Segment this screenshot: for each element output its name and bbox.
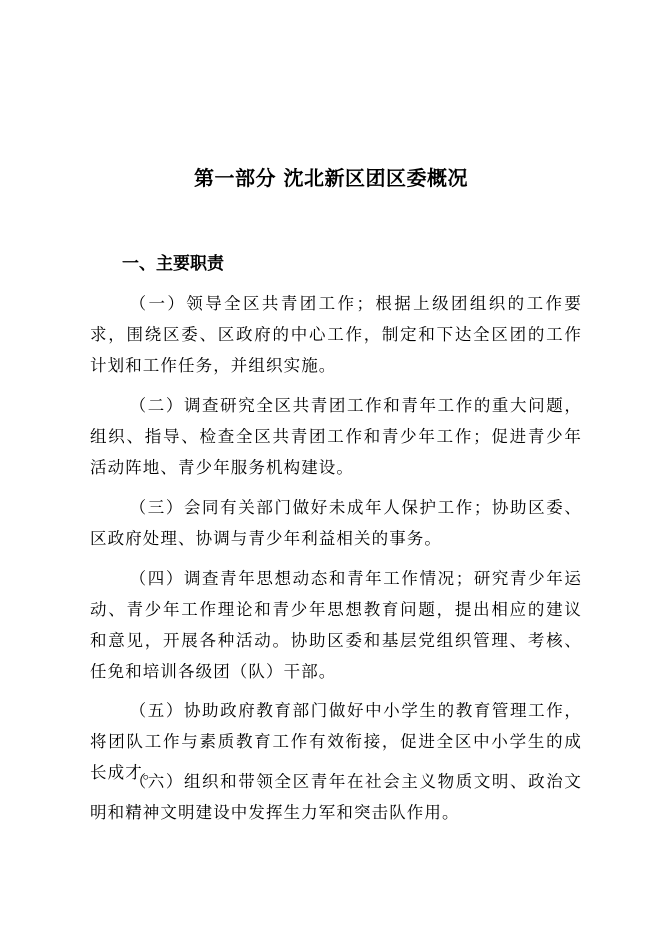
paragraph-duty-4: （四）调查青年思想动态和青年工作情况；研究青少年运动、青少年工作理论和青少年思想教育问题，提出相应的建议和意见，开展各种活动。协助区委和基层党组织管理、考核、任免和培训各级团（队）干部。 xyxy=(90,569,582,681)
paragraph-duty-3: （三）会同有关部门做好未成年人保护工作；协助区委、区政府处理、协调与青少年利益相关的事务。 xyxy=(90,498,582,548)
paragraph-duty-1: （一）领导全区共青团工作；根据上级团组织的工作要求，围绕区委、区政府的中心工作，制定和下达全区团的工作计划和工作任务，并组织实施。 xyxy=(90,294,582,375)
paragraph-duty-6: （六）组织和带领全区青年在社会主义物质文明、政治文明和精神文明建设中发挥生力军和突击队作用。 xyxy=(90,772,582,822)
paragraph-duty-2: （二）调查研究全区共青团工作和青年工作的重大问题，组织、指导、检查全区共青团工作和青少年工作；促进青少年活动阵地、青少年服务机构建设。 xyxy=(90,396,582,477)
paragraph-duty-5: （五）协助政府教育部门做好中小学生的教育管理工作，将团队工作与素质教育工作有效衔接，促进全区中小学生的成长成才。 xyxy=(90,701,582,782)
page-title: 第一部分 沈北新区团区委概况 xyxy=(194,166,468,190)
section-heading: 一、主要职责 xyxy=(122,254,224,274)
